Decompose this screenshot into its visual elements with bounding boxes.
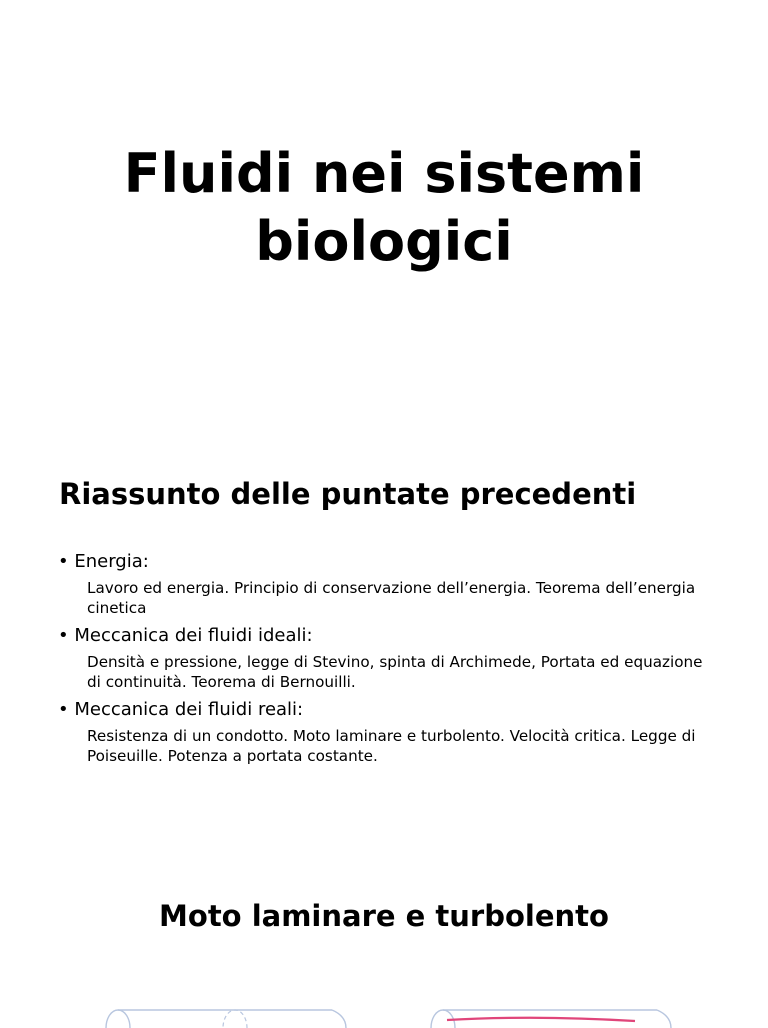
title-line-1: Fluidi nei sistemi: [123, 142, 645, 205]
motion-title: Moto laminare e turbolento: [159, 899, 609, 933]
turbulent-tube-illustration: [425, 1008, 675, 1028]
bullet-real-fluids: [58, 698, 718, 766]
tube-outline: [106, 1010, 346, 1028]
bullet-label: • Meccanica dei fluidi reali:: [58, 699, 304, 720]
bullet-label: • Meccanica dei fluidi ideali:: [58, 625, 313, 646]
motion-slide: [0, 860, 768, 1024]
bullet-energy: [58, 550, 718, 618]
bullet-detail: Densità e pressione, legge di Stevino, spinta di Archimede, Portata ed equazione di continuità. Teorema di Bernouilli.: [87, 653, 703, 691]
flow-line: [447, 1018, 635, 1021]
bullet-ideal-fluids: [58, 624, 718, 692]
summary-slide: [0, 420, 768, 860]
title-line-2: biologici: [255, 210, 513, 273]
laminar-tube-illustration: [100, 1008, 350, 1028]
presentation-title: [0, 140, 768, 276]
summary-bullet-list: [58, 550, 718, 772]
title-slide: [0, 0, 768, 420]
bullet-detail: Lavoro ed energia. Principio di conservazione dell’energia. Teorema dell’energia cinetica: [87, 579, 696, 617]
summary-title: Riassunto delle puntate precedenti: [59, 477, 637, 511]
bullet-label: • Energia:: [58, 551, 149, 572]
bullet-detail: Resistenza di un condotto. Moto laminare e turbolento. Velocità critica. Legge di Poiseuille. Potenza a portata costante.: [87, 727, 696, 765]
